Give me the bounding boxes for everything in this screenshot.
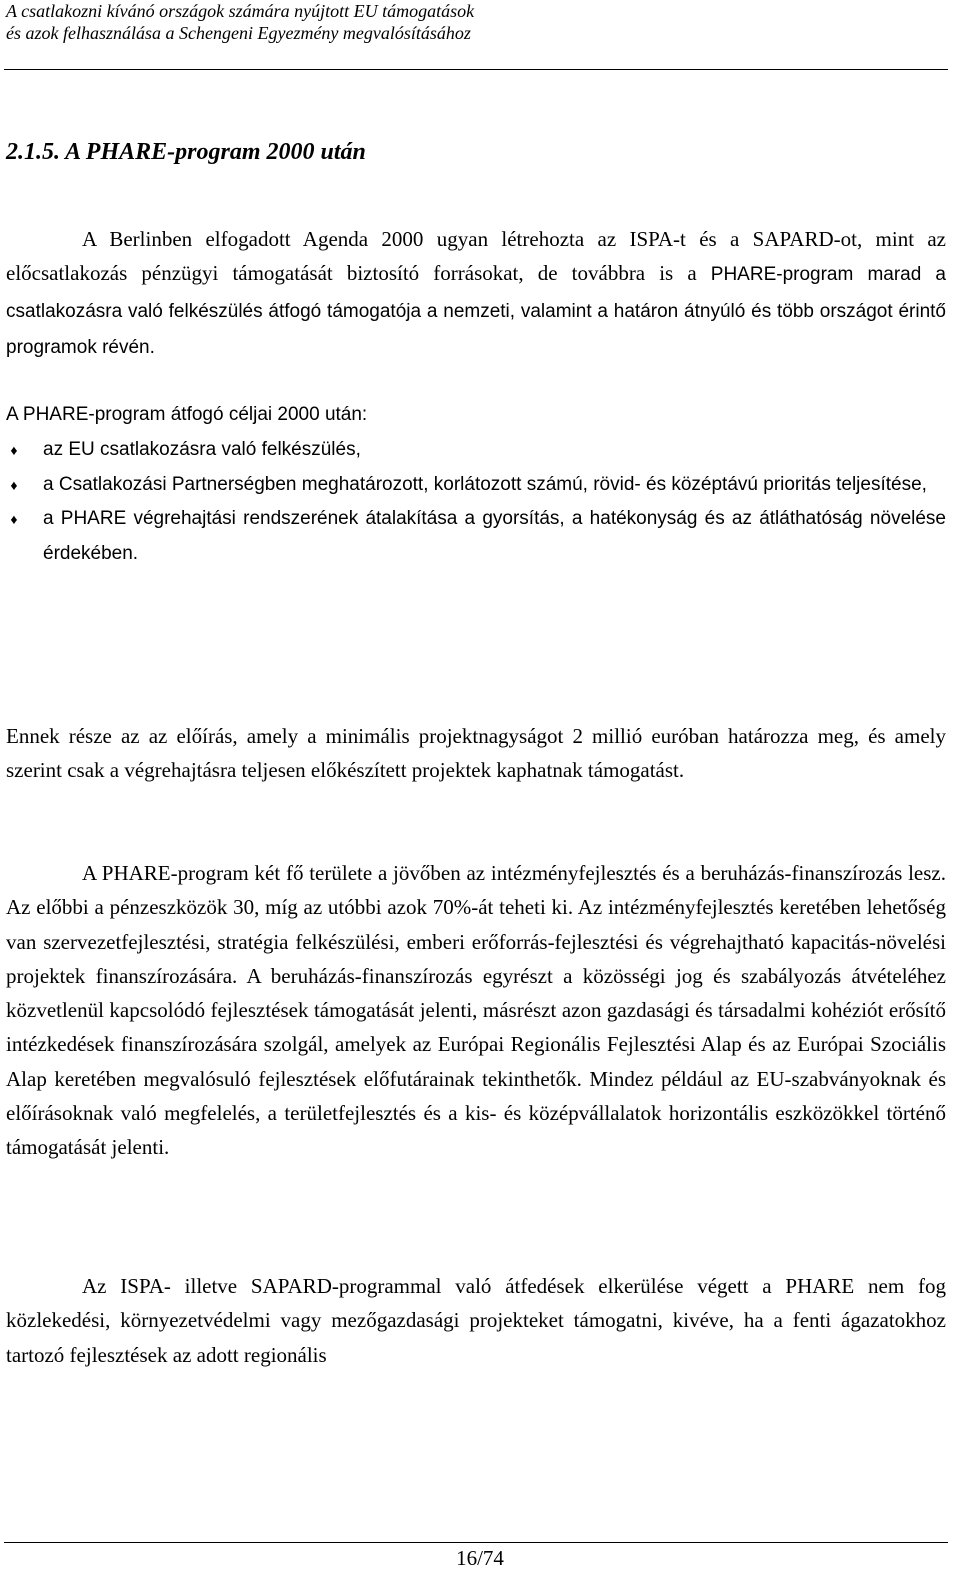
paragraph-overlap: Az ISPA- illetve SAPARD-programmal való átfedések elkerülése végett a PHARE nem fog közlekedési, környezetvédelmi vagy mezőgazdasági projekteket támogatni, kivéve, ha a fenti ágazatokhoz tartozó fejlesztések az adott regionális bbox=[6, 1274, 946, 1367]
list-item bbox=[6, 433, 946, 468]
paragraph-intro-sans: PHARE-program marad a csatlakozásra való felkészülés átfogó támogatója a nemzeti, valamint a határon átnyúló és több országot érintő programok révén. bbox=[6, 264, 946, 358]
diamond-bullet-icon: ♦ bbox=[10, 511, 18, 528]
list-item bbox=[6, 502, 946, 571]
diamond-bullet-icon: ♦ bbox=[10, 476, 18, 493]
list-item-text: az EU csatlakozásra való felkészülés, bbox=[43, 439, 361, 460]
running-header bbox=[6, 0, 946, 44]
header-rule bbox=[4, 69, 948, 70]
list-item bbox=[6, 468, 946, 503]
page-number: 16/74 bbox=[456, 1546, 504, 1570]
goals-list bbox=[6, 433, 946, 571]
running-header-line-1: A csatlakozni kívánó országok számára nyújtott EU támogatások bbox=[6, 1, 475, 21]
footer-rule bbox=[4, 1542, 948, 1543]
section-heading: 2.1.5. A PHARE-program 2000 után bbox=[6, 139, 366, 165]
paragraph-goals-intro: A PHARE-program átfogó céljai 2000 után: bbox=[6, 404, 368, 425]
diamond-bullet-icon: ♦ bbox=[10, 442, 18, 458]
running-header-line-2: és azok felhasználása a Schengeni Egyezmény megvalósításához bbox=[6, 23, 471, 43]
list-item-text: a PHARE végrehajtási rendszerének átalakítása a gyorsítás, a hatékonyság és az átláthatóság növelése érdekében. bbox=[43, 508, 946, 564]
paragraph-intro-serif: A Berlinben elfogadott Agenda 2000 ugyan létrehozta az ISPA-t és a SAPARD-ot, mint az előcsatlakozás pénzügyi támogatását biztosító forrásokat, de továbbra is a bbox=[6, 227, 946, 286]
paragraph-minimum-size: Ennek része az az előírás, amely a minimális projektnagyságot 2 millió euróban határozza meg, és amely szerint csak a végrehajtásra teljesen előkészített projektek kaphatnak támogatást. bbox=[6, 724, 946, 783]
paragraph-intro bbox=[6, 222, 946, 365]
list-item-text: a Csatlakozási Partnerségben meghatározott, korlátozott számú, rövid- és középtávú prioritás teljesítése, bbox=[43, 473, 927, 495]
paragraph-main-areas: A PHARE-program két fő területe a jövőben az intézményfejlesztés és a beruházás-finanszírozás lesz. Az előbbi a pénzeszközök 30, míg az utóbbi azok 70%-át teheti ki. Az intézményfejlesztés keretében lehetőség van szervezetfejlesztési, stratégia felkészülési, emberi erőforrás-fejlesztési és végrehajtható kapacitás-növelési projektek finanszírozására. A beruházás-finanszírozás egyrészt a közösségi jog és szabályozás átvételéhez közvetlenül kapcsolódó fejlesztések támogatását jelenti, másrészt azon gazdasági és társadalmi kohéziót erősítő intézkedések finanszírozására szolgál, amelyek az Európai Regionális Fejlesztési Alap és az Európai Szociális Alap keretében megvalósuló fejlesztések előfutárainak tekinthetők. Mindez például az EU-szabványoknak és előírásoknak való megfelelés, a területfejlesztés és a kis- és középvállalatok horizontális eszközökkel történő támogatását jelenti. bbox=[6, 861, 946, 1160]
